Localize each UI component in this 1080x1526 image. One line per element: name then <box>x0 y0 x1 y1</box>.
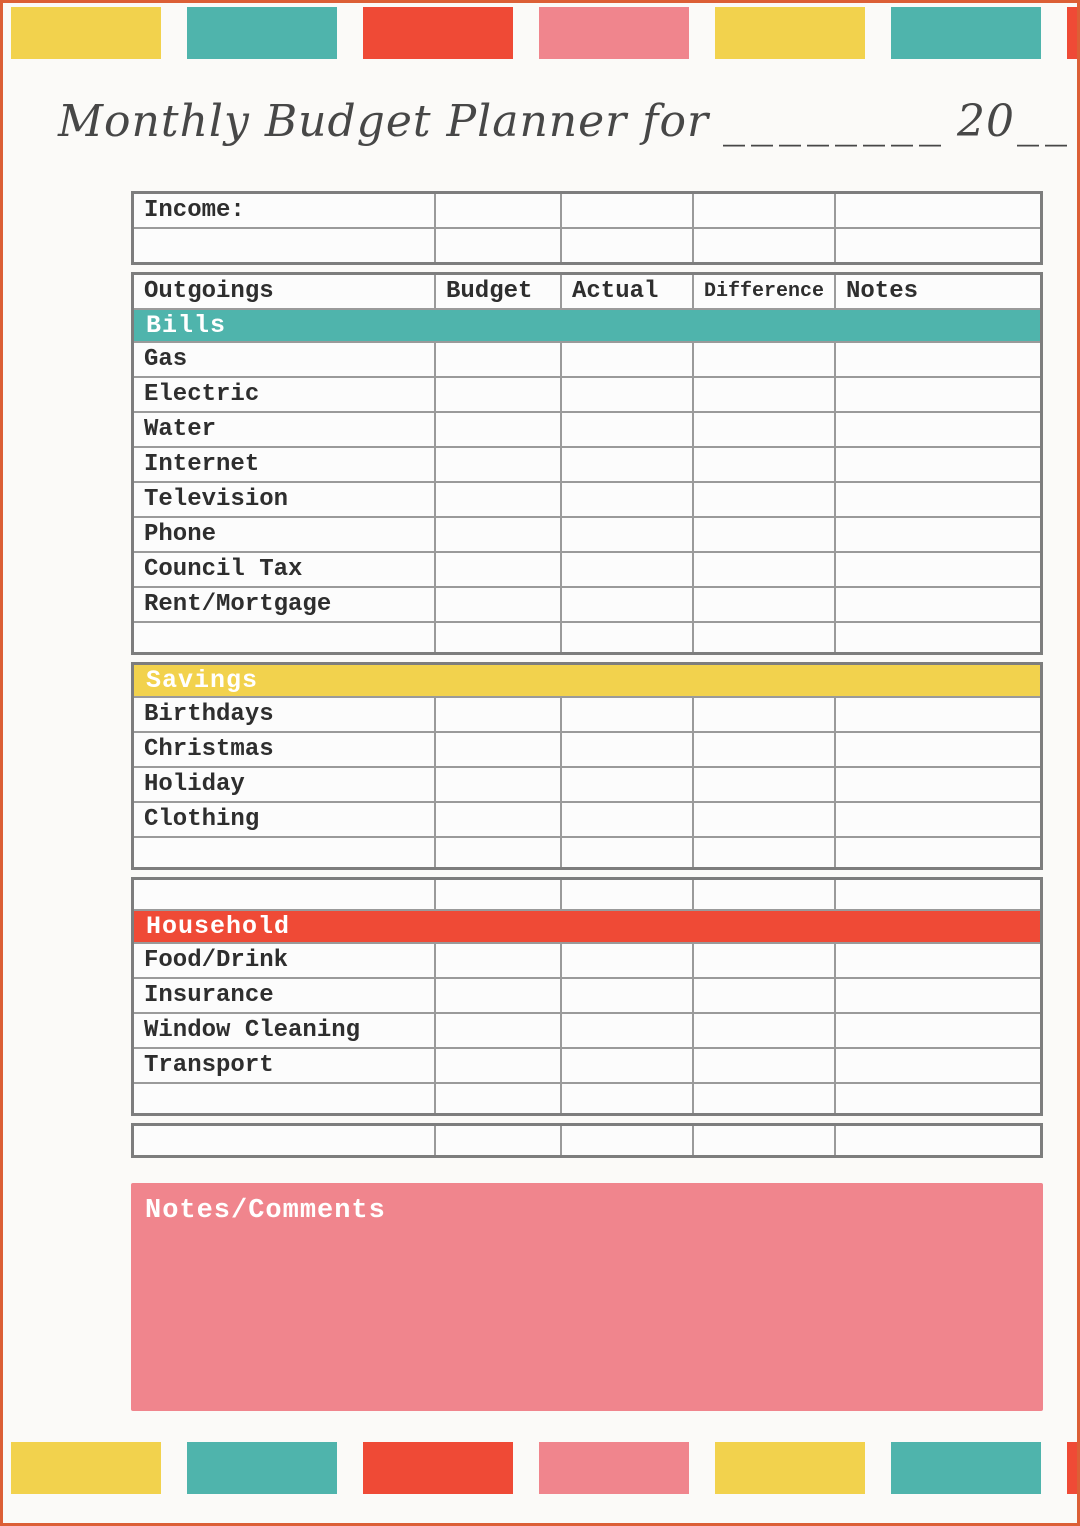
empty-cell <box>436 880 560 909</box>
column-header-notes: Notes <box>836 275 1040 308</box>
column-header-difference: Difference <box>694 275 834 308</box>
column-header-actual: Actual <box>562 275 692 308</box>
empty-cell <box>836 979 1040 1012</box>
teal-color-block <box>187 1442 337 1494</box>
empty-cell <box>134 1126 434 1155</box>
empty-cell <box>694 1126 834 1155</box>
empty-cell <box>836 553 1040 586</box>
red-color-block <box>1067 7 1080 59</box>
empty-cell <box>836 698 1040 731</box>
teal-color-block <box>891 1442 1041 1494</box>
income-notes-cell <box>836 194 1040 227</box>
yellow-color-block <box>715 1442 865 1494</box>
empty-cell <box>836 588 1040 621</box>
row-label-window-cleaning: Window Cleaning <box>134 1014 434 1047</box>
row-label-council-tax: Council Tax <box>134 553 434 586</box>
empty-cell <box>694 229 834 262</box>
row-label-holiday: Holiday <box>134 768 434 801</box>
empty-cell <box>134 880 434 909</box>
empty-cell <box>436 623 560 652</box>
empty-cell <box>436 944 560 977</box>
empty-cell <box>436 1014 560 1047</box>
empty-cell <box>436 1084 560 1113</box>
column-header-outgoings: Outgoings <box>134 275 434 308</box>
row-label-water: Water <box>134 413 434 446</box>
empty-cell <box>436 448 560 481</box>
empty-cell <box>694 880 834 909</box>
empty-cell <box>562 1126 692 1155</box>
red-color-block <box>363 1442 513 1494</box>
empty-cell <box>436 1126 560 1155</box>
empty-cell <box>562 1014 692 1047</box>
income-label-cell: Income: <box>134 194 434 227</box>
row-label-clothing: Clothing <box>134 803 434 836</box>
notes-comments-label: Notes/Comments <box>145 1196 386 1226</box>
teal-color-block <box>187 7 337 59</box>
empty-cell <box>694 378 834 411</box>
empty-cell <box>562 588 692 621</box>
row-label-internet: Internet <box>134 448 434 481</box>
income-table <box>131 191 1043 265</box>
empty-cell <box>436 413 560 446</box>
empty-cell <box>562 1049 692 1082</box>
empty-cell <box>836 944 1040 977</box>
section-band-bills: Bills <box>134 310 1040 341</box>
empty-cell <box>836 1049 1040 1082</box>
empty-cell <box>134 623 434 652</box>
empty-cell <box>836 623 1040 652</box>
income-budget-cell <box>436 194 560 227</box>
empty-cell <box>694 803 834 836</box>
top-color-strip <box>3 3 1077 59</box>
empty-cell <box>836 229 1040 262</box>
row-label-christmas: Christmas <box>134 733 434 766</box>
title-name-blank: ________ <box>722 96 947 147</box>
section-band-household: Household <box>134 911 1040 942</box>
empty-cell <box>562 518 692 551</box>
red-color-block <box>363 7 513 59</box>
empty-cell <box>562 483 692 516</box>
empty-cell <box>562 803 692 836</box>
empty-cell <box>694 448 834 481</box>
empty-cell <box>134 1084 434 1113</box>
bottom-color-strip <box>11 1442 1077 1494</box>
title-year: 20 <box>956 96 1015 147</box>
row-label-birthdays: Birthdays <box>134 698 434 731</box>
empty-cell <box>436 768 560 801</box>
section-band-savings: Savings <box>134 665 1040 696</box>
empty-cell <box>134 838 434 867</box>
pink-color-block <box>539 1442 689 1494</box>
empty-cell <box>694 518 834 551</box>
empty-cell <box>694 413 834 446</box>
empty-cell <box>836 1126 1040 1155</box>
empty-cell <box>436 698 560 731</box>
spare-row-table <box>131 1123 1043 1158</box>
empty-cell <box>436 229 560 262</box>
empty-cell <box>836 448 1040 481</box>
row-label-rent-mortgage: Rent/Mortgage <box>134 588 434 621</box>
empty-cell <box>436 979 560 1012</box>
empty-cell <box>562 838 692 867</box>
empty-cell <box>436 483 560 516</box>
savings-table <box>131 662 1043 870</box>
empty-cell <box>694 838 834 867</box>
empty-cell <box>836 518 1040 551</box>
empty-cell <box>562 623 692 652</box>
row-label-gas: Gas <box>134 343 434 376</box>
empty-cell <box>836 1014 1040 1047</box>
empty-cell <box>836 378 1040 411</box>
empty-cell <box>836 343 1040 376</box>
empty-cell <box>562 229 692 262</box>
empty-cell <box>694 733 834 766</box>
empty-cell <box>836 880 1040 909</box>
empty-cell <box>836 1084 1040 1113</box>
empty-cell <box>562 553 692 586</box>
pink-color-block <box>539 7 689 59</box>
empty-cell <box>836 768 1040 801</box>
title-year-blank: __ <box>1016 96 1073 147</box>
empty-cell <box>694 768 834 801</box>
row-label-phone: Phone <box>134 518 434 551</box>
title-text: Monthly Budget Planner for <box>58 96 709 147</box>
page-title <box>58 87 1077 157</box>
empty-cell <box>836 803 1040 836</box>
empty-cell <box>562 1084 692 1113</box>
empty-cell <box>562 944 692 977</box>
empty-cell <box>694 553 834 586</box>
income-difference-cell <box>694 194 834 227</box>
empty-cell <box>694 483 834 516</box>
teal-color-block <box>891 7 1041 59</box>
yellow-color-block <box>11 1442 161 1494</box>
bills-table <box>131 272 1043 655</box>
budget-sheet <box>131 191 1043 1158</box>
empty-cell <box>694 588 834 621</box>
empty-cell <box>562 413 692 446</box>
empty-cell <box>836 838 1040 867</box>
empty-cell <box>836 483 1040 516</box>
empty-cell <box>694 623 834 652</box>
row-label-electric: Electric <box>134 378 434 411</box>
empty-cell <box>134 229 434 262</box>
empty-cell <box>436 733 560 766</box>
empty-cell <box>436 588 560 621</box>
empty-cell <box>694 1049 834 1082</box>
empty-cell <box>562 733 692 766</box>
empty-cell <box>436 838 560 867</box>
empty-cell <box>562 880 692 909</box>
red-color-block <box>1067 1442 1080 1494</box>
empty-cell <box>436 553 560 586</box>
row-label-insurance: Insurance <box>134 979 434 1012</box>
notes-comments-box <box>131 1183 1043 1411</box>
empty-cell <box>694 979 834 1012</box>
empty-cell <box>562 979 692 1012</box>
empty-cell <box>562 343 692 376</box>
column-header-budget: Budget <box>436 275 560 308</box>
empty-cell <box>562 698 692 731</box>
empty-cell <box>836 413 1040 446</box>
empty-cell <box>436 1049 560 1082</box>
empty-cell <box>436 378 560 411</box>
income-actual-cell <box>562 194 692 227</box>
row-label-food-drink: Food/Drink <box>134 944 434 977</box>
yellow-color-block <box>715 7 865 59</box>
empty-cell <box>694 698 834 731</box>
empty-cell <box>694 343 834 376</box>
empty-cell <box>562 378 692 411</box>
yellow-color-block <box>11 7 161 59</box>
empty-cell <box>836 733 1040 766</box>
row-label-television: Television <box>134 483 434 516</box>
empty-cell <box>436 803 560 836</box>
empty-cell <box>436 343 560 376</box>
empty-cell <box>694 1084 834 1113</box>
empty-cell <box>436 518 560 551</box>
empty-cell <box>694 944 834 977</box>
empty-cell <box>694 1014 834 1047</box>
empty-cell <box>562 768 692 801</box>
row-label-transport: Transport <box>134 1049 434 1082</box>
empty-cell <box>562 448 692 481</box>
household-table <box>131 877 1043 1116</box>
